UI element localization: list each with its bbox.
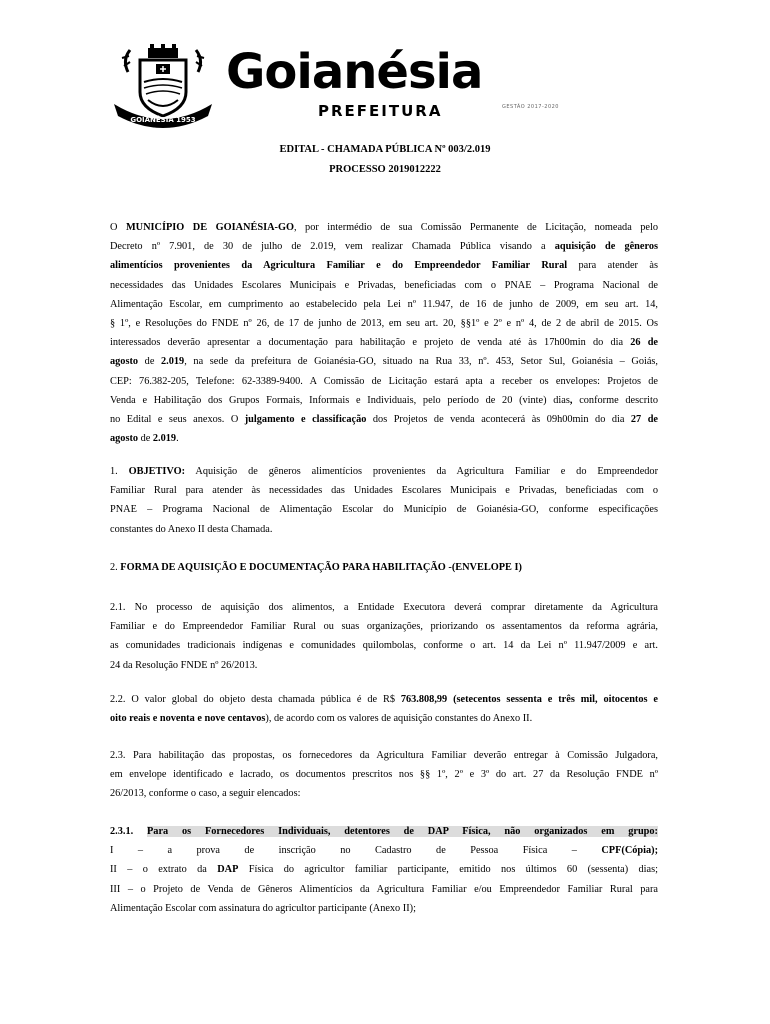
text-run: em envelope identificado e lacrado, os documentos prescritos nos §§ 1º, 2º e 3º do art. 27 da Resolução FNDE nº xyxy=(110,769,658,781)
edital-title: EDITAL - CHAMADA PÚBLICA Nº 003/2.019 xyxy=(279,144,491,155)
text-line xyxy=(110,352,658,371)
text-run: Alimentação Escolar, em cumprimento ao estabelecido pela Lei nº 11.947, de 16 de junho de 2009, em seu art. 14, xyxy=(110,298,658,310)
text-run: § 1º, e Resoluções do FNDE nº 26, de 17 de junho de 2013, em seu art. 20, §§1º e 2º e nº 4, de 2 de abril de 2015. Os xyxy=(110,317,658,329)
text-run: interessados deverão apresentar a documentação para habilitação e projeto de venda até às 17h00min do dia xyxy=(110,337,631,349)
municipal-seal-icon xyxy=(108,42,218,130)
text-run: Aquisição de gêneros alimentícios provenientes da Agricultura Familiar e do Empreendedor xyxy=(185,466,658,477)
text-run: PNAE – Programa Nacional de Alimentação Escolar do Município de Goianésia-GO, conforme especificações xyxy=(110,504,658,516)
text-run: Decreto nº 7.901, de 30 de julho de 2.019, vem realizar Chamada Pública visando a xyxy=(110,241,555,253)
intro-paragraph xyxy=(110,218,658,448)
text-line xyxy=(110,256,658,275)
text-run: Alimentação Escolar com assinatura do agricultor participante (Anexo II); xyxy=(110,902,416,914)
bold-text-run: oito reais e noventa e nove centavos xyxy=(110,713,266,725)
text-line xyxy=(110,617,658,636)
bold-text-run: CPF(Cópia); xyxy=(601,845,658,857)
text-run: necessidades das Unidades Escolares Municipais e Privadas, beneficiadas com o PNAE – Programa Nacional de xyxy=(110,279,658,291)
bold-text-run: MUNICÍPIO DE GOIANÉSIA-GO xyxy=(125,222,294,233)
text-line xyxy=(110,481,658,500)
text-run: as comunidades tradicionais indígenas e comunidades quilombolas, conforme o art. 14 da Lei nº 11.947/2009 e art. xyxy=(110,640,658,652)
text-line xyxy=(110,333,658,352)
text-line xyxy=(110,841,658,860)
text-line xyxy=(110,860,658,879)
bold-text-run: 27 de xyxy=(630,413,658,425)
text-line xyxy=(110,598,658,617)
text-run: , na sede da prefeitura de Goianésia-GO, situado na Rua 33, nº. 453, Setor Sul, Goianésia – Goiás, xyxy=(184,356,658,368)
text-line xyxy=(110,295,658,314)
text-line xyxy=(110,822,658,841)
bold-text-run: DAP xyxy=(217,864,239,876)
brand-logo xyxy=(226,44,576,130)
text-run: para atender às xyxy=(567,260,658,272)
bold-text-run: , xyxy=(569,394,573,406)
letterhead xyxy=(108,42,578,130)
text-line xyxy=(110,520,658,539)
text-run: Física do agricultor familiar participante, emitido nos últimos 60 (sessenta) dias; xyxy=(238,864,658,876)
text-line xyxy=(110,276,658,295)
brand-subtitle: PREFEITURA xyxy=(318,102,443,120)
seal-text: GOIANÉSIA 1953 xyxy=(130,116,196,124)
bold-text-run: Para os Fornecedores Individuais, detentores de DAP Física, não organizados em grupo: xyxy=(147,826,658,837)
text-run: conforme descrito xyxy=(572,394,658,406)
text-line xyxy=(110,218,658,237)
text-line xyxy=(110,746,658,765)
section-2-heading xyxy=(110,558,658,577)
text-line xyxy=(110,765,658,784)
text-run: CEP: 76.382-205, Telefone: 62-3389-9400. A Comissão de Licitação estará apta a receber os envelopes: Projetos de xyxy=(110,375,658,387)
text-run: 2.3. Para habilitação das propostas, os fornecedores da Agricultura Familiar deverão entregar à Comissão Julgadora, xyxy=(110,750,658,761)
text-line xyxy=(110,237,658,256)
section-2-3 xyxy=(110,746,658,804)
bold-text-run: OBJETIVO: xyxy=(128,466,186,477)
bold-text-run: agosto xyxy=(110,356,139,368)
text-line xyxy=(110,410,658,429)
text-line xyxy=(110,899,658,918)
brand-tagline: GESTÃO 2017-2020 xyxy=(502,104,559,110)
processo-number: PROCESSO 2019012222 xyxy=(329,164,441,175)
text-run: dos Projetos de venda acontecerá às 09h00min do dia xyxy=(366,413,631,425)
text-run: I – a prova de inscrição no Cadastro de Pessoa Física – xyxy=(110,845,602,857)
text-run: Familiar Rural para atender às necessidades das Unidades Escolares Municipais e Privadas, beneficiadas com o xyxy=(110,485,658,497)
bold-text-run: alimentícios provenientes da Agricultura Familiar e do Empreendedor Familiar Rural xyxy=(110,260,568,272)
text-run: III – o Projeto de Venda de Gêneros Alimentícios da Agricultura Familiar e/ou Empreendedor Familiar Rural para xyxy=(110,883,658,895)
section-1-objetivo xyxy=(110,462,658,539)
text-run: ), de acordo com os valores de aquisição constantes do Anexo II. xyxy=(265,713,533,725)
section-2-3-1 xyxy=(110,822,658,918)
bold-text-run: aquisição de gêneros xyxy=(554,241,658,253)
text-run: 2.1. No processo de aquisição dos alimentos, a Entidade Executora deverá comprar diretamente da Agricultura xyxy=(110,602,658,613)
text-run: no Edital e seus anexos. O xyxy=(110,413,245,425)
text-run: Venda e Habilitação dos Grupos Formais, Informais e Individuais, pelo período de 20 (vinte) dias xyxy=(110,394,570,406)
text-run: 2.2. O valor global do objeto desta chamada pública é de R$ xyxy=(110,694,401,705)
text-run: . xyxy=(176,433,179,445)
text-line xyxy=(110,656,658,675)
text-line xyxy=(110,709,658,728)
brand-name: Goianésia xyxy=(226,44,483,100)
text-line xyxy=(110,462,658,481)
text-run: 24 da Resolução FNDE nº 26/2013. xyxy=(110,659,258,671)
text-line xyxy=(110,429,658,448)
text-line xyxy=(110,314,658,333)
bold-text-run: 2.019 xyxy=(152,433,177,445)
text-run: 2. xyxy=(110,562,121,573)
bold-text-run: FORMA DE AQUISIÇÃO E DOCUMENTAÇÃO PARA HABILITAÇÃO -(ENVELOPE I) xyxy=(120,562,522,573)
text-run: Familiar e do Empreendedor Familiar Rural ou suas organizações, priorizando os assentamentos da reforma agrária, xyxy=(110,621,658,633)
text-line xyxy=(110,558,658,577)
text-run: II – o extrato da xyxy=(110,864,218,876)
bold-text-run: 26 de xyxy=(630,337,658,349)
text-run: 26/2013, conforme o caso, a seguir elencados: xyxy=(110,788,301,800)
text-line xyxy=(110,372,658,391)
bold-text-run: 763.808,99 (setecentos sessenta e três mil, oitocentos e xyxy=(400,694,658,705)
text-line xyxy=(110,690,658,709)
text-line xyxy=(110,784,658,803)
bold-text-run: 2.019 xyxy=(161,356,185,368)
text-run: constantes do Anexo II desta Chamada. xyxy=(110,523,273,535)
text-line xyxy=(110,500,658,519)
bold-text-run: julgamento e classificação xyxy=(244,413,367,425)
section-2-1 xyxy=(110,598,658,675)
text-run: , por intermédio de sua Comissão Permanente de Licitação, nomeada pelo xyxy=(293,222,658,233)
section-2-2 xyxy=(110,690,658,728)
text-run: O xyxy=(110,222,126,233)
bold-text-run: 2.3.1. xyxy=(110,826,147,837)
text-run: de xyxy=(138,356,162,368)
text-line xyxy=(110,880,658,899)
text-line xyxy=(110,391,658,410)
text-run: de xyxy=(138,433,153,445)
text-line xyxy=(110,636,658,655)
bold-text-run: agosto xyxy=(110,433,139,445)
text-run: 1. xyxy=(110,466,129,477)
